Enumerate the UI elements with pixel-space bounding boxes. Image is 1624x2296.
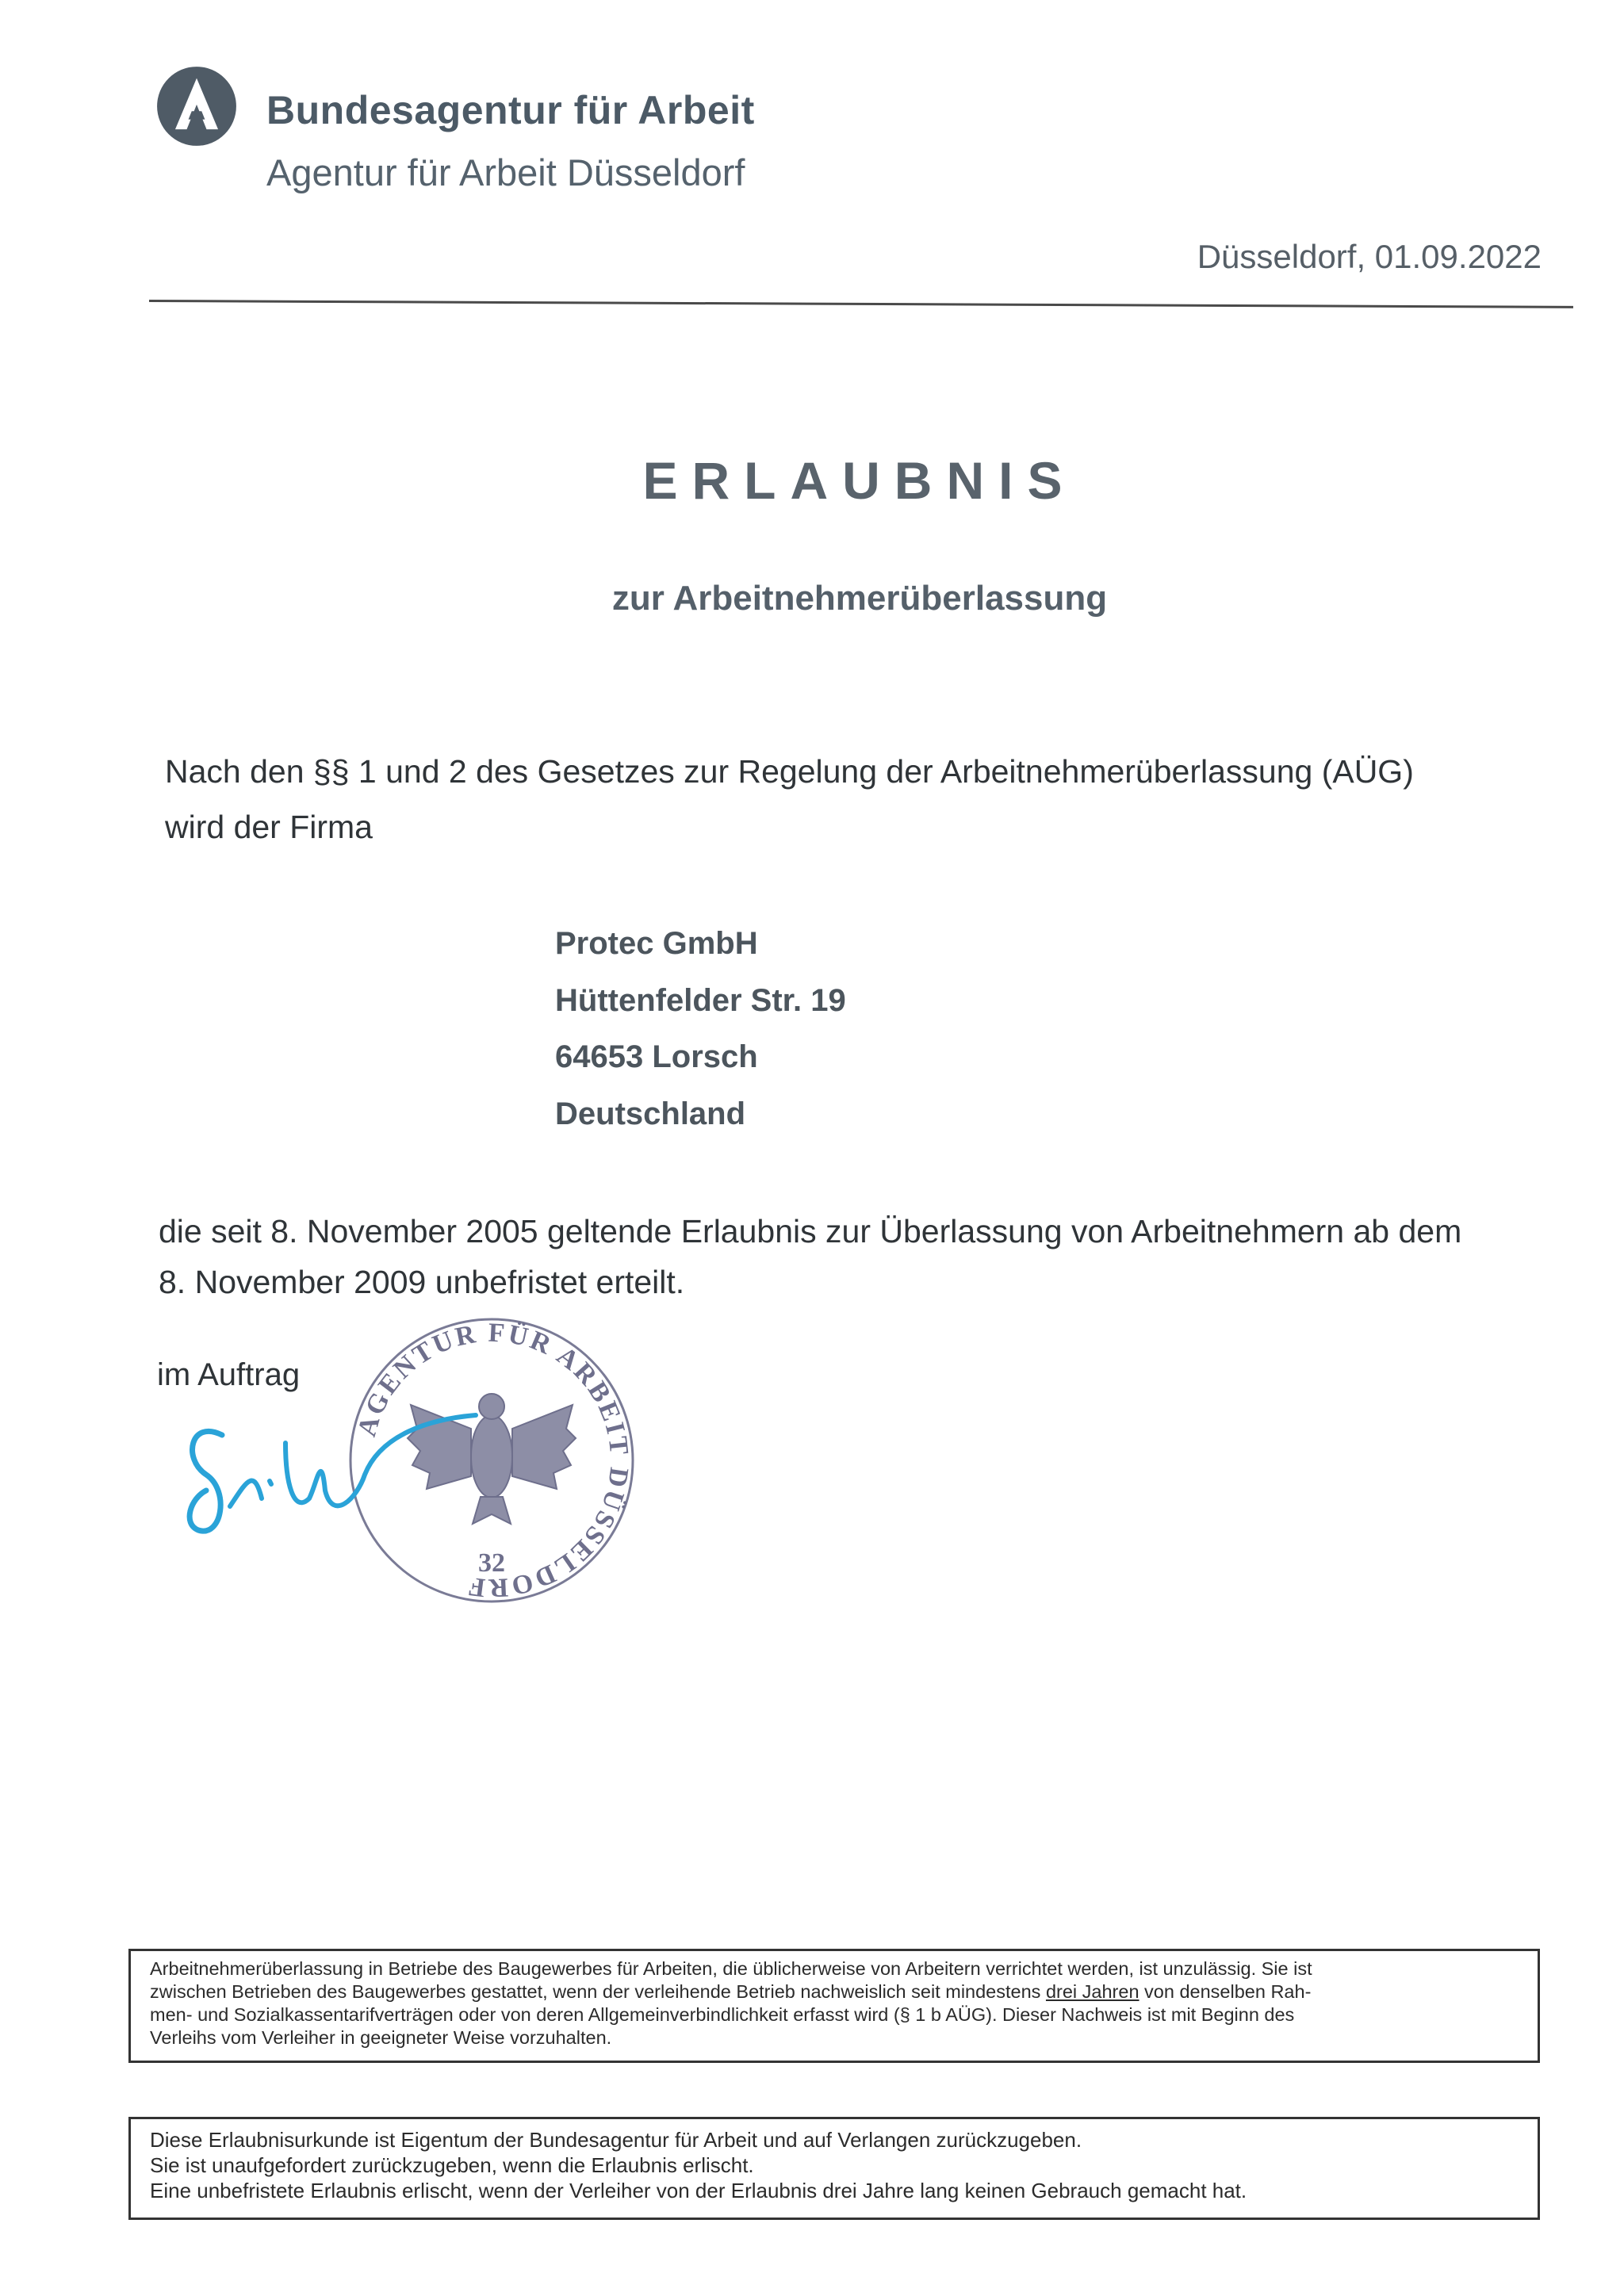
notice-construction-line-1: Arbeitnehmerüberlassung in Betriebe des Baugewerbes für Arbeiten, die üblicherweise von Arbeitern verrichtet werden, ist unzulässig. Sie ist — [150, 1958, 1312, 1979]
seal-text: AGENTUR FÜR ARBEIT DÜSSELDORF — [352, 1318, 634, 1603]
notice-construction-line-4: Verleihs vom Verleiher in geeigneter Weise vorzuhalten. — [150, 2027, 612, 2048]
document-title: ERLAUBNIS — [642, 451, 1077, 510]
grant-line-1: die seit 8. November 2005 geltende Erlaubnis zur Überlassung von Arbeitnehmern ab dem — [159, 1213, 1462, 1249]
office-name: Agentur für Arbeit Düsseldorf — [266, 151, 745, 193]
place-date: Düsseldorf, 01.09.2022 — [1197, 238, 1542, 275]
handwritten-signature — [174, 1387, 492, 1562]
grant-line-2: 8. November 2009 unbefristet erteilt. — [159, 1264, 685, 1300]
notice-ownership-box — [128, 2117, 1540, 2220]
notice-construction-line-2a: zwischen Betrieben des Baugewerbes gestattet, wenn der verleihende Betrieb nachweislich seit mindestens — [150, 1981, 1046, 2002]
by-order-label: im Auftrag — [157, 1357, 301, 1392]
address-country: Deutschland — [555, 1096, 746, 1131]
intro-line-2: wird der Firma — [165, 809, 373, 845]
header-rule — [149, 300, 1573, 308]
document-subtitle: zur Arbeitnehmerüberlassung — [611, 579, 1108, 618]
notice-construction-line-2b: von denselben Rah- — [1139, 1981, 1312, 2002]
intro-line-1: Nach den §§ 1 und 2 des Gesetzes zur Regelung der Arbeitnehmerüberlassung (AÜG) — [165, 753, 1414, 790]
org-name: Bundesagentur für Arbeit — [266, 88, 755, 132]
notice-ownership-line-2: Sie ist unaufgefordert zurückzugeben, wenn die Erlaubnis erlischt. — [150, 2153, 754, 2177]
ba-logo-icon — [155, 65, 238, 147]
address-company: Protec GmbH — [555, 926, 758, 961]
notice-construction-line-2 — [150, 1980, 1520, 2003]
seal-number: 32 — [478, 1548, 505, 1578]
notice-construction-box — [128, 1949, 1540, 2063]
address-street: Hüttenfelder Str. 19 — [555, 983, 846, 1018]
notice-ownership-line-1: Diese Erlaubnisurkunde ist Eigentum der Bundesagentur für Arbeit und auf Verlangen zurückzugeben. — [150, 2128, 1082, 2152]
address-city: 64653 Lorsch — [555, 1039, 758, 1074]
notice-construction-line-3: men- und Sozialkassentarifverträgen oder von deren Allgemeinverbindlichkeit erfasst wird (§ 1 b AÜG). Dieser Nachweis ist mit Beginn des — [150, 2004, 1295, 2025]
notice-construction-underlined: drei Jahren — [1045, 1981, 1139, 2002]
notice-ownership-line-3: Eine unbefristete Erlaubnis erlischt, wenn der Verleiher von der Erlaubnis drei Jahre lang keinen Gebrauch gemacht hat. — [150, 2179, 1247, 2202]
